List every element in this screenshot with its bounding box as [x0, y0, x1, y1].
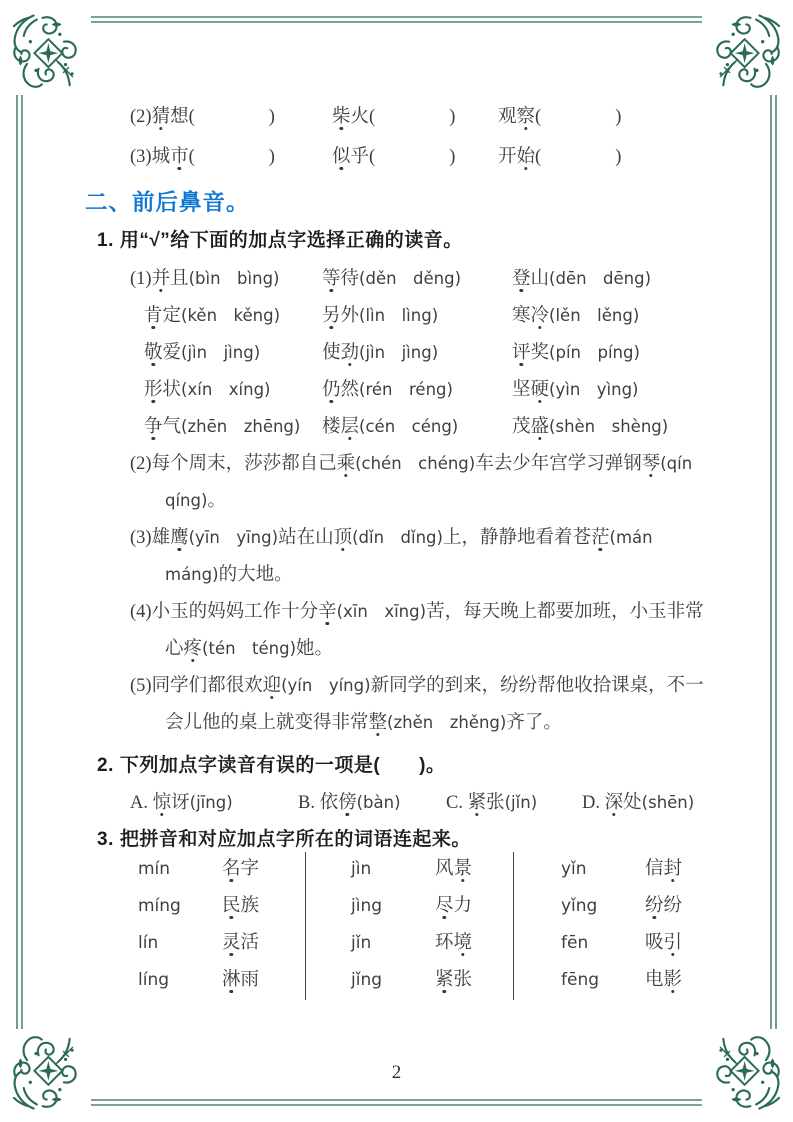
pinyin-choice-row — [97, 299, 723, 336]
question-2-title — [97, 749, 723, 786]
pinyin-choice-item: 寒冷(lěn lěng) — [512, 306, 640, 326]
fill-in-row — [97, 144, 723, 184]
sentence-line: (3)雄鹰(yīn yīng)站在山顶(dǐn dǐng)上，静静地看着苍茫(mán — [130, 528, 653, 548]
matching-pair — [138, 889, 305, 926]
matching-pair — [351, 889, 513, 926]
question-number: 1. — [97, 230, 114, 251]
pinyin-label: fēng — [561, 970, 600, 990]
matching-pair — [138, 926, 305, 963]
question-text: 下列加点字读音有误的一项是( )。 — [119, 755, 446, 776]
pinyin-label: lín — [138, 933, 159, 953]
fill-item: 观察( ) — [498, 107, 622, 127]
word-label: 名字 — [222, 859, 260, 879]
sentence-line: qíng)。 — [165, 491, 226, 511]
pinyin-label: fēn — [561, 933, 589, 953]
pinyin-choice-row — [97, 410, 723, 447]
pinyin-choice-item: 茂盛(shèn shèng) — [512, 417, 669, 437]
pinyin-choice-row — [97, 373, 723, 410]
fill-item: 开始( ) — [498, 147, 622, 167]
pinyin-label: jǐn — [351, 933, 372, 953]
pinyin-choice-item: 肯定(kěn kěng) — [144, 306, 281, 326]
sentence-line: (4)小玉的妈妈工作十分辛(xīn xīng)苦，每天晚上都要加班，小玉非常 — [130, 602, 704, 622]
matching-pair — [138, 963, 305, 1000]
pinyin-choice-item: 登山(dēn dēng) — [512, 269, 652, 289]
question-number: 3. — [97, 829, 114, 850]
section-heading: 二、前后鼻音。 — [85, 190, 250, 215]
pinyin-choice-item: 楼层(cén céng) — [322, 417, 459, 437]
sentence-line: (5)同学们都很欢迎(yín yíng)新同学的到来，纷纷帮他收拾课桌，不一 — [130, 676, 704, 696]
pinyin-choice-item: 另外(lìn lìng) — [322, 306, 439, 326]
pinyin-label: yǐn — [561, 859, 587, 879]
option-b: B. 依傍(bàn) — [298, 793, 401, 813]
option-d: D. 深处(shēn) — [582, 793, 695, 813]
matching-pair — [351, 963, 513, 1000]
pinyin-label: yǐng — [561, 896, 598, 916]
fill-item: (2)猜想( ) — [130, 107, 275, 127]
sentence-line: (2)每个周末，莎莎都自己乘(chén chéng)车去少年宫学习弹钢琴(qín — [130, 454, 693, 474]
pinyin-choice-item: 使劲(jìn jìng) — [322, 343, 439, 363]
pinyin-choice-item: 争气(zhēn zhēng) — [144, 417, 301, 437]
pinyin-label: jìn — [351, 859, 372, 879]
word-label: 淋雨 — [222, 970, 260, 990]
pinyin-label: míng — [138, 896, 181, 916]
matching-pair — [351, 926, 513, 963]
sentence-line: 心疼(tén téng)她。 — [165, 639, 334, 659]
sentence-line: máng)的大地。 — [165, 565, 293, 585]
option-a: A. 惊讶(jīng) — [130, 793, 233, 813]
pinyin-choice-row — [97, 336, 723, 373]
sentence-line: 会儿他的桌上就变得非常整(zhěn zhěng)齐了。 — [165, 713, 562, 733]
pinyin-label: líng — [138, 970, 170, 990]
pinyin-choice-item: 等待(děn děng) — [322, 269, 462, 289]
question-number: 2. — [97, 755, 114, 776]
word-label: 尽力 — [435, 896, 473, 916]
option-c: C. 紧张(jǐn) — [446, 793, 538, 813]
fill-item: 似乎( ) — [332, 147, 456, 167]
matching-group-3 — [514, 852, 723, 1000]
word-label: 信封 — [645, 859, 683, 879]
pinyin-choice-item: 敬爱(jìn jìng) — [144, 343, 261, 363]
matching-pair — [138, 852, 305, 889]
page-number: 2 — [391, 1062, 402, 1083]
fill-item: (3)城市( ) — [130, 147, 275, 167]
question-1-title — [97, 226, 723, 262]
pinyin-choice-row — [97, 262, 723, 299]
matching-exercise — [97, 852, 723, 1000]
question-text: 把拼音和对应加点字所在的词语连起来。 — [119, 829, 471, 850]
corner-flourish-icon — [9, 11, 91, 97]
pinyin-label: jǐng — [351, 970, 383, 990]
matching-pair — [561, 852, 723, 889]
word-label: 风景 — [435, 859, 473, 879]
pinyin-choice-item: 形状(xín xíng) — [144, 380, 271, 400]
matching-pair — [561, 926, 723, 963]
fill-in-row — [97, 104, 723, 144]
fill-item: 柴火( ) — [332, 107, 456, 127]
multiple-choice-options — [97, 786, 723, 823]
pinyin-choice-item: (1)并且(bìn bìng) — [130, 269, 280, 289]
word-label: 灵活 — [222, 933, 260, 953]
matching-pair — [351, 852, 513, 889]
pinyin-choice-item: 仍然(rén réng) — [322, 380, 453, 400]
worksheet-content — [85, 96, 723, 1000]
corner-flourish-icon — [702, 11, 784, 97]
matching-pair — [561, 963, 723, 1000]
word-label: 电影 — [645, 970, 683, 990]
matching-group-2 — [306, 852, 514, 1000]
word-label: 环境 — [435, 933, 473, 953]
word-label: 纷纷 — [645, 896, 683, 916]
pinyin-label: jìng — [351, 896, 383, 916]
pinyin-choice-item: 坚硬(yìn yìng) — [512, 380, 639, 400]
word-label: 紧张 — [435, 970, 473, 990]
pinyin-label: mín — [138, 859, 171, 879]
word-label: 吸引 — [645, 933, 683, 953]
matching-pair — [561, 889, 723, 926]
pinyin-choice-item: 评奖(pín píng) — [512, 343, 640, 363]
matching-group-1 — [97, 852, 306, 1000]
question-text: 用“√”给下面的加点字选择正确的读音。 — [119, 230, 463, 251]
word-label: 民族 — [222, 896, 260, 916]
